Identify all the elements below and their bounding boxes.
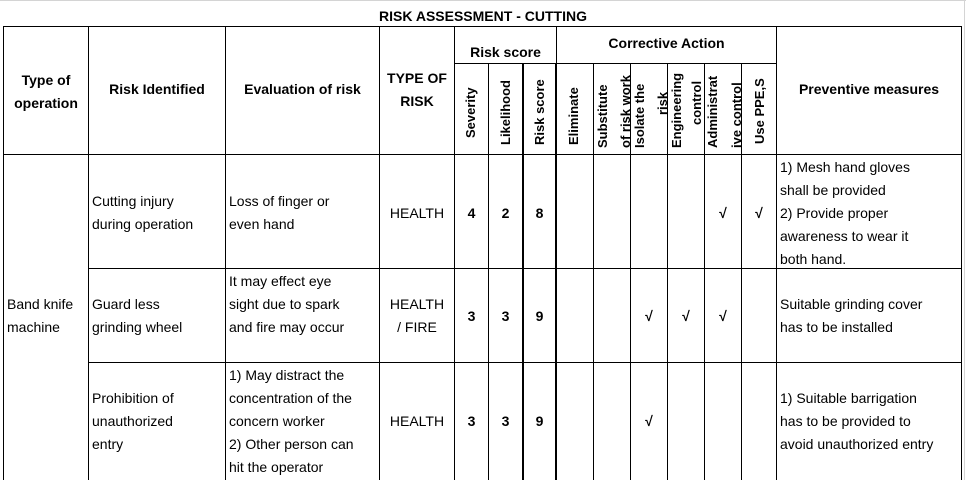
row-border (88, 362, 961, 363)
header-isolate-line2: risk (655, 91, 670, 115)
header-likelihood: Likelihood (498, 80, 513, 145)
operation-cell (4, 293, 88, 339)
cell-text-line: 2) Provide proper (780, 205, 889, 221)
cell-text-line: 1) May distract the (229, 367, 345, 383)
row2-likelihood: 3 (501, 308, 510, 324)
row2-evaluation (226, 270, 379, 339)
row2-risk-score: 9 (535, 308, 544, 324)
row3-preventive-measures (777, 387, 961, 456)
header-bottom-border (3, 154, 961, 155)
table-border (3, 26, 961, 27)
header-evaluation-of-risk: Evaluation of risk (244, 81, 361, 97)
col-border (556, 26, 557, 480)
cell-text-line: has to be provided to (780, 413, 911, 429)
row3-evaluation (226, 364, 379, 479)
header-type-of-operation (4, 64, 88, 119)
row3-risk-identified (89, 387, 225, 456)
header-eliminate: Eliminate (566, 87, 581, 145)
row3-risk-score: 9 (535, 413, 544, 429)
header-engineering-line2: control (689, 80, 704, 125)
row3-severity: 3 (467, 413, 476, 429)
cell-text-line: avoid unauthorized entry (780, 436, 934, 452)
header-text-line: RISK (400, 93, 434, 109)
header-risk-score: Risk score (532, 79, 547, 145)
cell-text-line: hit the operator (229, 459, 324, 475)
cell-text-line: concentration of the (229, 390, 352, 406)
cell-text-line: HEALTH (389, 296, 445, 312)
col-border (667, 63, 668, 480)
cell-text-line: during operation (92, 216, 194, 232)
cell-text-line: sight due to spark (229, 296, 340, 312)
row2-isolate-check: √ (645, 308, 653, 324)
cell-text-line: entry (92, 436, 124, 452)
row3-likelihood: 3 (501, 413, 510, 429)
operation-text-line: machine (7, 319, 60, 335)
cell-text-line: Loss of finger or (229, 193, 330, 209)
row1-ppe-check: √ (755, 205, 763, 221)
row1-severity: 4 (467, 205, 476, 221)
cell-text-line: Prohibition of (92, 390, 174, 406)
cell-text-line: 2) Other person can (229, 436, 354, 452)
cell-text-line: concern worker (229, 413, 325, 429)
cell-text-line: both hand. (780, 251, 847, 267)
row3-isolate-check: √ (645, 413, 653, 429)
col-border (961, 26, 962, 480)
row1-risk-score: 8 (535, 205, 544, 221)
row2-severity: 3 (467, 308, 476, 324)
cell-text-line: even hand (229, 216, 295, 232)
cell-text-line: and fire may occur (229, 319, 345, 335)
header-administrative-line2: ive control (729, 82, 744, 148)
row1-risk-identified (89, 190, 225, 236)
header-text-line: TYPE OF (387, 70, 447, 86)
header-substitute: Substitute (595, 84, 610, 148)
cell-text-line: has to be installed (780, 319, 893, 335)
header-use-ppe: Use PPE,S (752, 78, 767, 144)
col-border (593, 63, 594, 480)
cell-text-line: shall be provided (780, 182, 886, 198)
header-risk-score-group: Risk score (470, 44, 541, 60)
header-severity: Severity (463, 87, 478, 138)
cell-text-line: grinding wheel (92, 319, 183, 335)
operation-text-line: Band knife (7, 296, 74, 312)
cell-text-line: unauthorized (92, 413, 173, 429)
cell-text-line: It may effect eye (229, 273, 332, 289)
header-substitute-line2: of risk work (618, 75, 633, 148)
header-engineering: Engineering (669, 72, 684, 148)
header-administrative: Administrat (705, 75, 720, 148)
cell-text-line: / FIRE (397, 319, 437, 335)
cell-text-line: awareness to wear it (780, 228, 909, 244)
row1-likelihood: 2 (501, 205, 510, 221)
row1-administrative-check: √ (719, 205, 727, 221)
row2-risk-identified (89, 293, 225, 339)
header-text-line: operation (14, 94, 78, 111)
header-type-of-risk (380, 67, 454, 113)
header-preventive-measures: Preventive measures (798, 81, 940, 97)
header-isolate: Isolate the (632, 83, 647, 148)
header-text-line: Type of (21, 71, 71, 88)
cell-text-line: 1) Suitable barrigation (780, 390, 917, 406)
gridline (964, 0, 965, 480)
row1-preventive-measures (777, 156, 961, 268)
row2-administrative-check: √ (719, 308, 727, 324)
cell-text-line: 1) Mesh hand gloves (780, 159, 910, 175)
sheet-title: RISK ASSESSMENT - CUTTING (379, 7, 587, 24)
header-risk-identified: Risk Identified (109, 81, 205, 97)
gridline (0, 0, 966, 1)
row2-preventive-measures (777, 293, 961, 339)
cell-text-line: Cutting injury (92, 193, 174, 209)
row1-evaluation (226, 190, 379, 236)
cell-text-line: Guard less (92, 296, 160, 312)
row3-type-of-risk: HEALTH (389, 413, 445, 429)
header-corrective-action-group: Corrective Action (608, 35, 725, 51)
row2-type-of-risk (380, 293, 454, 339)
corrective-group-border (556, 63, 776, 64)
row2-engineering-check: √ (682, 308, 690, 324)
row1-type-of-risk: HEALTH (389, 205, 445, 221)
cell-text-line: Suitable grinding cover (780, 296, 923, 312)
